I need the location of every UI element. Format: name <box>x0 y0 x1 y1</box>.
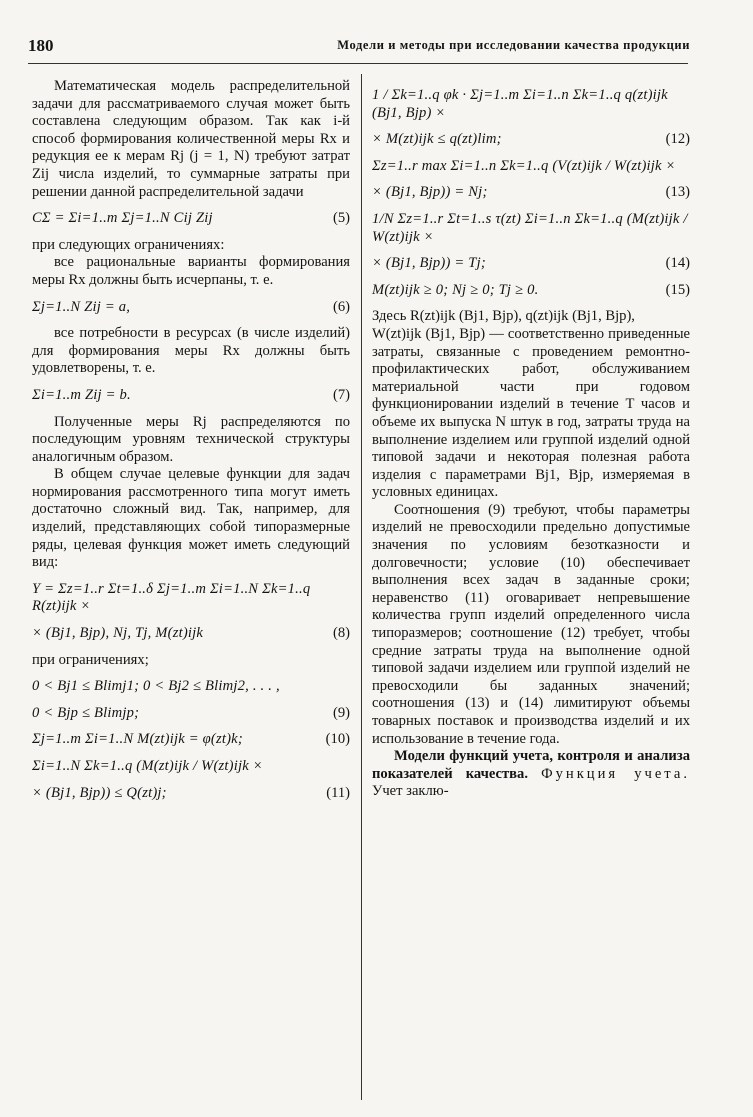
formula: 1 / Σk=1..q φk · Σj=1..m Σi=1..n Σk=1..q q(zt)ijk (Bj1, Bjp) × <box>372 87 668 121</box>
equation-7 <box>32 387 350 405</box>
formula: Y = Σz=1..r Σt=1..δ Σj=1..m Σi=1..N Σk=1..q R(zt)ijk × <box>32 580 311 615</box>
equation-number: (14) <box>665 255 690 272</box>
equation-5 <box>32 210 350 228</box>
paragraph: В общем случае целевые функции для задач нормирования рассмотренного типа могут иметь достаточно сложный вид. Так, например, для изделий, представляющих собой типоразмерные ряды, целевая функция может иметь следующий вид: <box>32 466 350 571</box>
paragraph: при следующих ограничениях: <box>32 236 225 253</box>
paragraph: все рациональные варианты формирования меры Rx должны быть исчерпаны, т. е. <box>32 254 350 288</box>
equation-number: (7) <box>332 386 350 403</box>
paragraph: Полученные меры Rj распределяются по последующим уровням технической структуры аналогичным образом. <box>32 413 350 465</box>
paragraph: Математическая модель распределительной задачи для рассматриваемого случая может быть составлена следующим образом. Так как i-й способ формирования количественной меры Rx и редукция ее к мерам Rj (j = 1, N) требуют затрат Zij числа изделий, то суммарные затраты при решении данной распределительной задачи <box>32 78 350 200</box>
equation-number: (15) <box>665 281 690 298</box>
equation-13-line-2 <box>372 184 690 202</box>
paragraph: все потребности в ресурсах (в числе изделий) для формирования меры Rx должны быть удовлетворены, т. е. <box>32 325 350 377</box>
formula: Σi=1..N Σk=1..q (M(zt)ijk / W(zt)ijk × <box>32 758 263 774</box>
equation-number: (9) <box>332 704 350 721</box>
equation-15 <box>372 282 690 300</box>
equation-number: (12) <box>665 131 690 148</box>
running-title: Модели и методы при исследовании качества продукции <box>337 38 690 52</box>
equation-6 <box>32 299 350 317</box>
equation-14-line-1 <box>372 211 690 246</box>
formula: 0 < Bj1 ≤ Blimj1; 0 < Bj2 ≤ Blimj2, . . . , <box>32 678 280 695</box>
page-header <box>28 36 690 58</box>
formula: × M(zt)ijk ≤ q(zt)lim; <box>372 131 502 148</box>
equation-number: (11) <box>326 784 350 801</box>
formula: Σj=1..m Σi=1..N M(zt)ijk = φ(zt)k; <box>32 731 243 748</box>
equation-12-line-1 <box>372 87 690 122</box>
formula: × (Bj1, Bjp)) = Tj; <box>372 255 486 272</box>
equation-number: (8) <box>332 625 350 642</box>
formula: × (Bj1, Bjp)) = Nj; <box>372 184 488 201</box>
formula: 0 < Bjp ≤ Blimjp; <box>32 704 140 721</box>
equation-11-line-1 <box>32 758 350 776</box>
equation-13-line-1 <box>372 158 690 176</box>
equation-11-line-2 <box>32 785 350 803</box>
equation-number: (6) <box>332 298 350 315</box>
equation-12-line-2 <box>372 131 690 149</box>
equation-9-line-1 <box>32 678 350 696</box>
header-rule <box>28 63 688 64</box>
formula: Σj=1..N Zij = a, <box>32 298 131 315</box>
formula: CΣ = Σi=1..m Σj=1..N Cij Zij <box>32 210 213 227</box>
equation-8-line-1 <box>32 581 350 616</box>
right-column <box>372 78 690 801</box>
paragraph: Здесь R(zt)ijk (Bj1, Bjp), q(zt)ijk (Bj1, Bjp), <box>372 308 635 325</box>
paragraph: при ограничениях; <box>32 651 149 668</box>
page-number: 180 <box>28 36 54 55</box>
equation-9-line-2 <box>32 705 350 723</box>
paragraph <box>372 748 690 801</box>
column-divider <box>361 74 362 1100</box>
paragraph-tail: Учет заклю- <box>372 783 449 800</box>
formula: × (Bj1, Bjp), Nj, Tj, M(zt)ijk <box>32 625 204 642</box>
equation-10 <box>32 731 350 749</box>
equation-number: (13) <box>665 184 690 201</box>
left-column <box>32 78 350 811</box>
equation-number: (10) <box>325 731 350 748</box>
formula: M(zt)ijk ≥ 0; Nj ≥ 0; Tj ≥ 0. <box>372 281 539 298</box>
formula: 1/N Σz=1..r Σt=1..s τ(zt) Σi=1..n Σk=1..q (M(zt)ijk / W(zt)ijk × <box>372 210 688 245</box>
subsection-heading: Функция учета. <box>541 765 690 782</box>
paragraph: W(zt)ijk (Bj1, Bjp) — соответственно приведенные затраты, связанные с проведением ремонтно-профилактических работ, обслуживанием материальной части при годовом функционировании изделий в течение T часов и объеме их выпуска N штук в год, затраты труда на выполнение изделием или группой изделий одной типовой задачи и некоторая полезная работа изделия с параметрами Bj1, Bjp, измеряемая в условных единицах. <box>372 325 690 501</box>
formula: Σi=1..m Zij = b. <box>32 386 131 403</box>
formula: × (Bj1, Bjp)) ≤ Q(zt)j; <box>32 784 167 801</box>
formula: Σz=1..r max Σi=1..n Σk=1..q (V(zt)ijk / W(zt)ijk × <box>372 157 676 174</box>
paragraph: Соотношения (9) требуют, чтобы параметры изделий не превосходили предельно допустимые значения по условиям безотказности и долговечности; условие (10) обеспечивает выполнения всех задач в заданные сроки; неравенство (11) оговаривает непревышение количества групп изделий определенного числа типоразмеров; соотношение (12) требует, чтобы средние затраты труда на выполнение одной типовой задачи изделием или группой изделий не превосходили бы заданных значений; соотношения (13) и (14) лимитируют объемы товарных поставок и производства изделий и их использование в течение года. <box>372 501 690 747</box>
equation-number: (5) <box>332 210 350 227</box>
section-heading: Модели функций учета, контроля и анализа показателей качества. <box>372 748 690 782</box>
equation-14-line-2 <box>372 255 690 273</box>
equation-8-line-2 <box>32 625 350 643</box>
